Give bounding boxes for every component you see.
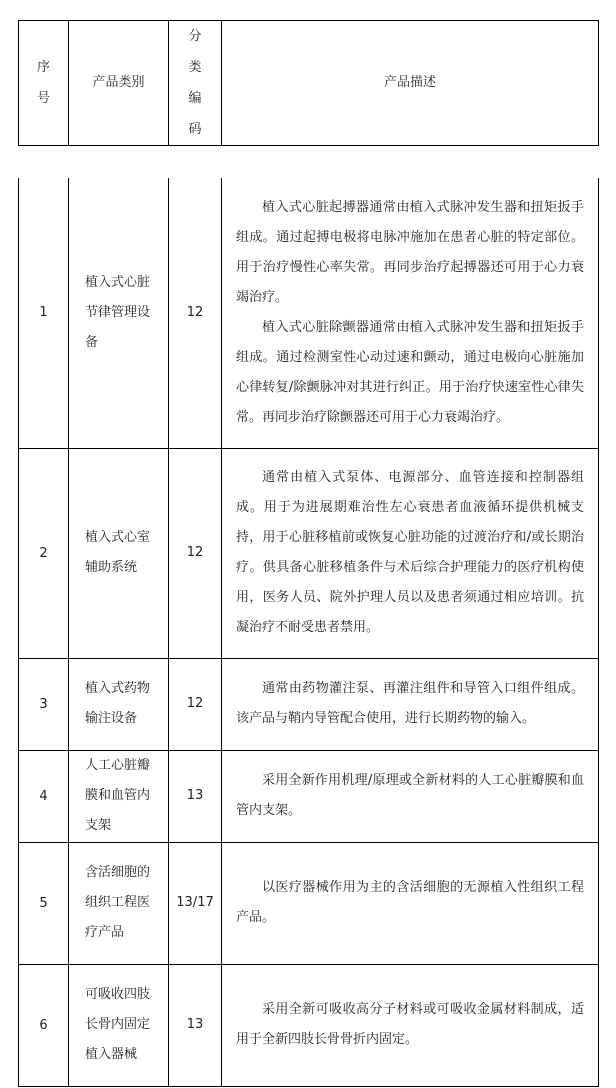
row-desc [222,750,599,842]
header-category: 产品类别 [69,21,169,146]
row-no: 4 [19,750,69,842]
table-row [19,448,599,658]
row-category: 含活细胞的组织工程医疗产品 [69,842,169,964]
row-code: 12 [169,448,222,658]
row-code: 13 [169,750,222,842]
row-code: 13 [169,964,222,1086]
header-table [18,20,599,146]
table-row [19,750,599,842]
row-desc [222,842,599,964]
row-desc [222,658,599,750]
row-category: 植入式心脏节律管理设备 [69,178,169,448]
table-row [19,178,599,448]
row-category: 植入式药物输注设备 [69,658,169,750]
table-row [19,658,599,750]
header-row [19,21,599,146]
row-category: 植入式心室辅助系统 [69,448,169,658]
row-no: 1 [19,178,69,448]
desc-paragraph: 通常由药物灌注泵、再灌注组件和导管入口组件组成。该产品与鞘内导管配合使用，进行长期药物的输入。 [236,681,584,726]
row-category: 人工心脏瓣膜和血管内支架 [69,750,169,842]
row-code: 12 [169,658,222,750]
row-code: 13/17 [169,842,222,964]
desc-paragraph: 植入式心脏起搏器通常由植入式脉冲发生器和扭矩扳手组成。通过起搏电极将电脉冲施加在患者心脏的特定部位。用于治疗慢性心率失常。再同步治疗起搏器还可用于心力衰竭治疗。 [236,199,584,305]
products-table [18,178,599,1087]
header-desc: 产品描述 [222,21,599,146]
row-desc [222,178,599,448]
row-no: 5 [19,842,69,964]
row-desc [222,448,599,658]
header-code: 分类编码 [169,21,222,146]
row-no: 3 [19,658,69,750]
table-row [19,964,599,1086]
header-no: 序号 [19,21,69,146]
desc-paragraph: 采用全新作用机理/原理或全新材料的人工心脏瓣膜和血管内支架。 [236,773,584,818]
row-no: 2 [19,448,69,658]
row-desc [222,964,599,1086]
row-no: 6 [19,964,69,1086]
row-category: 可吸收四肢长骨内固定植入器械 [69,964,169,1086]
table-row [19,842,599,964]
desc-paragraph: 通常由植入式泵体、电源部分、血管连接和控制器组成。用于为进展期难治性左心衰患者血液循环提供机械支持，用于心脏移植前或恢复心脏功能的过渡治疗和/或长期治疗。供具备心脏移植条件与术后综合护理能力的医疗机构使用，医务人员、院外护理人员以及患者须通过相应培训。抗凝治疗不耐受患者禁用。 [236,470,584,635]
desc-paragraph: 以医疗器械作用为主的含活细胞的无源植入性组织工程产品。 [236,880,584,925]
row-code: 12 [169,178,222,448]
desc-paragraph: 采用全新可吸收高分子材料或可吸收金属材料制成，适用于全新四肢长骨骨折内固定。 [236,1002,584,1047]
desc-paragraph: 植入式心脏除颤器通常由植入式脉冲发生器和扭矩扳手组成。通过检测室性心动过速和颤动，通过电极向心脏施加心律转复/除颤脉冲对其进行纠正。用于治疗快速室性心律失常。再同步治疗除颤器还可用于心力衰竭治疗。 [236,319,584,425]
